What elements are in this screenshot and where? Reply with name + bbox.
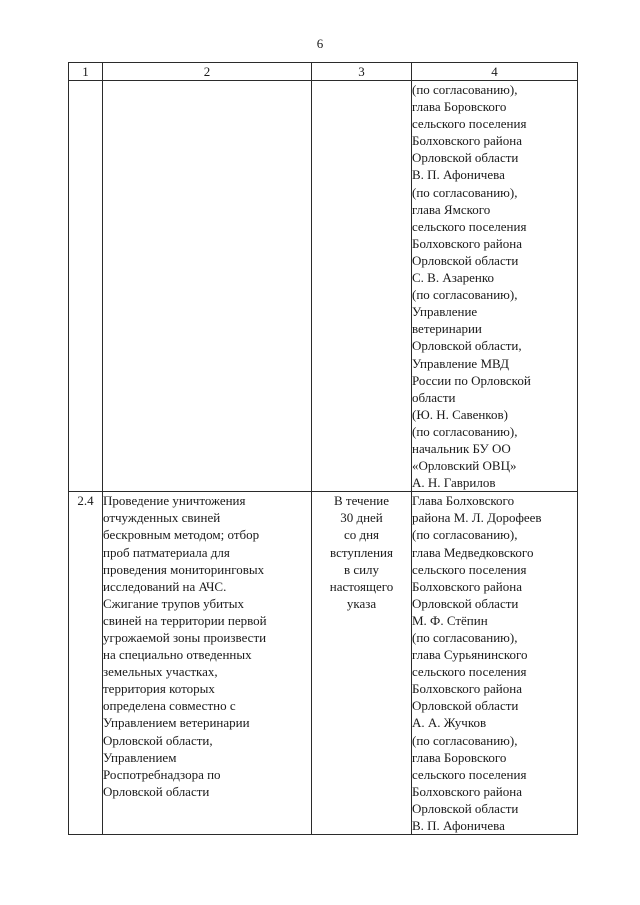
text-line: 30 дней [340, 510, 383, 526]
text-line: отчужденных свиней [103, 510, 221, 526]
text-line: (по согласованию), [412, 287, 518, 303]
text-line: Орловской области [412, 698, 519, 714]
text-line: Орловской области [412, 800, 519, 816]
text-line: со дня [343, 527, 380, 543]
text-line: проб патматериала для [103, 544, 230, 560]
table-row-continuation [69, 81, 578, 492]
text-line: глава Ямского [412, 201, 491, 217]
text-line: бескровным методом; отбор [103, 527, 260, 543]
text-line: сельского поселения [412, 561, 527, 577]
text-line: сельского поселения [412, 218, 527, 234]
text-line: в силу [343, 561, 380, 577]
text-line: Глава Болховского [412, 493, 515, 509]
text-line: Проведение уничтожения [103, 493, 246, 509]
text-line: глава Медведковского [412, 544, 534, 560]
text-line: глава Боровского [412, 99, 507, 115]
text-line: настоящего [329, 578, 394, 594]
responsible-cell [412, 81, 578, 492]
text-line: определена совместно с [103, 698, 236, 714]
text-line: глава Сурьянинского [412, 647, 528, 663]
text-line: свиней на территории первой [103, 612, 267, 628]
text-line: Орловской области, [412, 338, 522, 354]
row-number-cell: 2.4 [69, 492, 103, 835]
measure-cell [103, 81, 312, 492]
term-cell [312, 81, 412, 492]
text-line: Болховского района [412, 681, 522, 697]
term-cell [312, 492, 412, 835]
text-line: (по согласованию), [412, 527, 518, 543]
text-line: «Орловский ОВЦ» [412, 458, 517, 474]
table-row-2-4 [69, 492, 578, 835]
text-line: сельского поселения [412, 664, 527, 680]
text-line: В течение [333, 493, 390, 509]
text-line: Орловской области [412, 150, 519, 166]
text-line: территория которых [103, 681, 215, 697]
header-col-1: 1 [69, 63, 103, 81]
measures-table [68, 62, 578, 835]
text-line: В. П. Афоничева [412, 818, 505, 834]
text-line: А. Н. Гаврилов [412, 475, 496, 491]
text-line: Управлением ветеринарии [103, 715, 250, 731]
text-line: Болховского района [412, 783, 522, 799]
text-line: С. В. Азаренко [412, 270, 495, 286]
table-header-row [69, 63, 578, 81]
text-line: Управление [412, 304, 478, 320]
text-line: исследований на АЧС. [103, 578, 227, 594]
text-line: начальник БУ ОО [412, 440, 511, 456]
text-line: А. А. Жучков [412, 715, 487, 731]
text-line: вступления [330, 544, 393, 560]
text-line: (по согласованию), [412, 82, 518, 97]
text-line: Орловской области [412, 252, 519, 268]
text-line: проведения мониторинговых [103, 561, 265, 577]
page-number: 6 [316, 36, 324, 51]
text-line: глава Боровского [412, 749, 507, 765]
text-line: Болховского района [412, 578, 522, 594]
text-line: Сжигание трупов убитых [103, 595, 244, 611]
row-number-cell [69, 81, 103, 492]
text-line: Управление МВД [412, 355, 510, 371]
text-line: (по согласованию), [412, 732, 518, 748]
text-line: М. Ф. Стёпин [412, 612, 488, 628]
text-line: земельных участках, [103, 664, 218, 680]
text-line: области [412, 389, 456, 405]
text-line: В. П. Афоничева [412, 167, 505, 183]
text-line: (по согласованию), [412, 630, 518, 645]
header-col-2: 2 [103, 63, 312, 81]
text-line: Болховского района [412, 235, 522, 251]
header-col-3: 3 [312, 63, 412, 81]
text-line: (по согласованию), [412, 184, 518, 200]
text-line: Роспотребнадзора по [103, 766, 221, 782]
text-line: ветеринарии [412, 321, 482, 337]
text-line: указа [346, 595, 377, 611]
text-line: (по согласованию), [412, 423, 518, 439]
header-col-4: 4 [412, 63, 578, 81]
text-line: России по Орловской [412, 372, 531, 388]
text-line: сельского поселения [412, 766, 527, 782]
text-line: Болховского района [412, 133, 522, 149]
text-line: сельского поселения [412, 116, 527, 132]
text-line: на специально отведенных [103, 647, 252, 663]
text-line: района М. Л. Дорофеев [412, 510, 542, 526]
responsible-cell [412, 492, 578, 835]
text-line: Управлением [103, 749, 177, 765]
text-line: Орловской области [412, 595, 519, 611]
text-line: Орловской области [103, 783, 210, 799]
measure-cell [103, 492, 312, 835]
text-line: (Ю. Н. Савенков) [412, 406, 508, 422]
text-line: Орловской области, [103, 732, 213, 748]
text-line: угрожаемой зоны произвести [103, 630, 267, 645]
